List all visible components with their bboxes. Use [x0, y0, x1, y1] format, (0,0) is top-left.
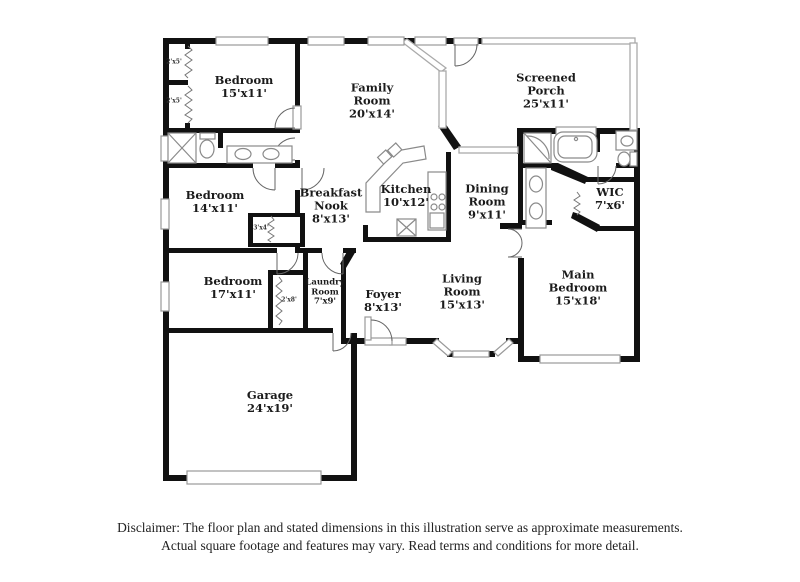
- double-vanity-fixture: [227, 146, 292, 163]
- room-label-garage: Garage 24'x19': [246, 388, 294, 415]
- disclaimer-text: [0, 519, 800, 554]
- shower-tub-fixture: [168, 133, 196, 163]
- room-label-wic: WIC 7'x6': [595, 185, 625, 212]
- room-label-laundry-room: Laundry Room 7'x9': [305, 277, 345, 307]
- kitchen-island: [397, 219, 416, 236]
- closet-label-4: 2'x8': [281, 296, 297, 304]
- corner-shower-fixture: [524, 133, 551, 163]
- room-label-dining-room: Dining Room 9'x11': [465, 181, 509, 222]
- front-door-leaf: [365, 317, 371, 340]
- room-label-main-bedroom: Main Bedroom 15'x18': [548, 267, 608, 308]
- closet-label-2: 2'x5': [166, 97, 182, 105]
- room-label-foyer: Foyer 8'x13': [364, 287, 402, 314]
- main-bedroom-window: [540, 355, 620, 363]
- main-vanity-fixture: [526, 168, 546, 228]
- bay-window: [433, 339, 513, 357]
- room-label-living-room: Living Room 15'x13': [439, 271, 485, 312]
- toilet-fixture: [200, 133, 215, 158]
- room-label-breakfast-nook: Breakfast Nook 8'x13': [299, 185, 363, 226]
- bathtub-fixture: [554, 132, 597, 162]
- toilet-room-toilet: [618, 152, 637, 166]
- room-label-bedroom-17x11: Bedroom 17'x11': [203, 274, 263, 301]
- disclaimer-line-2: Actual square footage and features may vary. Read terms and conditions for more detail.: [161, 537, 639, 553]
- room-label-screened-porch: Screened Porch 25'x11': [516, 70, 576, 111]
- room-label-kitchen: Kitchen 10'x12': [380, 182, 432, 209]
- room-label-bedroom-14x11: Bedroom 14'x11': [185, 188, 245, 215]
- room-label-bedroom-15x11: Bedroom 15'x11': [214, 73, 274, 100]
- disclaimer-line-1: Disclaimer: The floor plan and stated dimensions in this illustration serve as approximate measurements.: [117, 520, 683, 535]
- room-label-family-room: Family Room 20'x14': [349, 80, 395, 121]
- porch-door-swing: [455, 44, 477, 66]
- main-bedroom-double-door: [508, 229, 522, 257]
- closet-label-3: 3'x4': [253, 224, 269, 232]
- porch-door-threshold: [454, 38, 478, 45]
- toilet-room-sink: [616, 131, 637, 150]
- garage-door: [187, 471, 321, 484]
- closet-label-1: 2'x5': [166, 58, 182, 66]
